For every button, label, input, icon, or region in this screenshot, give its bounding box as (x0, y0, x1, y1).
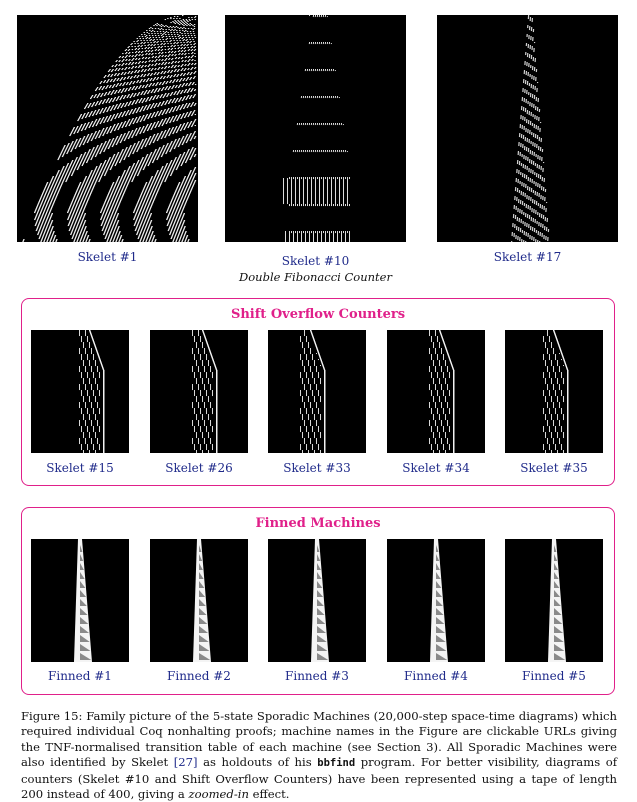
caption-text-4: effect. (248, 787, 290, 802)
figure-caption (21, 709, 617, 802)
skelet-26-link[interactable]: Skelet #26 (165, 461, 233, 475)
skelet-10-subtitle: Double Fibonacci Counter (239, 270, 392, 284)
skelet-33-link[interactable]: Skelet #33 (283, 461, 351, 475)
shift-overflow-title: Shift Overflow Counters (230, 307, 406, 322)
skelet-15-diagram (31, 330, 129, 453)
finned-2-diagram (150, 539, 248, 662)
finned-1-link[interactable]: Finned #1 (48, 669, 112, 683)
finned-5-link[interactable]: Finned #5 (522, 669, 586, 683)
skelet-1-diagram (17, 15, 198, 242)
finned-2-link[interactable]: Finned #2 (167, 669, 231, 683)
skelet-33-diagram (268, 330, 366, 453)
figure-label: Figure 15: (21, 709, 83, 723)
finned-3-diagram (268, 539, 366, 662)
skelet-1-link[interactable]: Skelet #1 (77, 250, 138, 264)
skelet-17-link[interactable]: Skelet #17 (493, 250, 562, 264)
caption-emphasis: zoomed-in (188, 787, 249, 802)
finned-machines-title: Finned Machines (255, 516, 381, 531)
caption-text-2: as holdouts of his (197, 755, 318, 770)
skelet-34-diagram (387, 330, 485, 453)
skelet-10-diagram (225, 15, 406, 242)
skelet-35-diagram (505, 330, 603, 453)
caption-text-3: program. For better visibility, diagrams of counters (Skelet #10 and Shift Overflow Counters) have been represented using a tape of length 200 instead of 400, giving a (21, 755, 617, 802)
skelet-34-link[interactable]: Skelet #34 (402, 461, 470, 475)
skelet-35-link[interactable]: Skelet #35 (520, 461, 588, 475)
finned-4-diagram (387, 539, 485, 662)
caption-text-1: Family picture of the 5-state Sporadic Machines (20,000-step space-time diagrams) which required individual Coq nonhalting proofs; machine names in the Figure are clickable URLs giving the TNF-normalised transition table of each machine (see Section 3). All Sporadic Machines were also identified by Skelet (21, 709, 617, 770)
finned-3-link[interactable]: Finned #3 (285, 669, 349, 683)
finned-5-diagram (505, 539, 603, 662)
skelet-26-diagram (150, 330, 248, 453)
finned-1-diagram (31, 539, 129, 662)
program-name: bbfind (317, 757, 356, 770)
finned-4-link[interactable]: Finned #4 (404, 669, 468, 683)
skelet-17-diagram (437, 15, 618, 242)
skelet-15-link[interactable]: Skelet #15 (46, 461, 114, 475)
skelet-10-link[interactable]: Skelet #10 (281, 254, 350, 268)
reference-link[interactable]: [27] (173, 755, 198, 770)
